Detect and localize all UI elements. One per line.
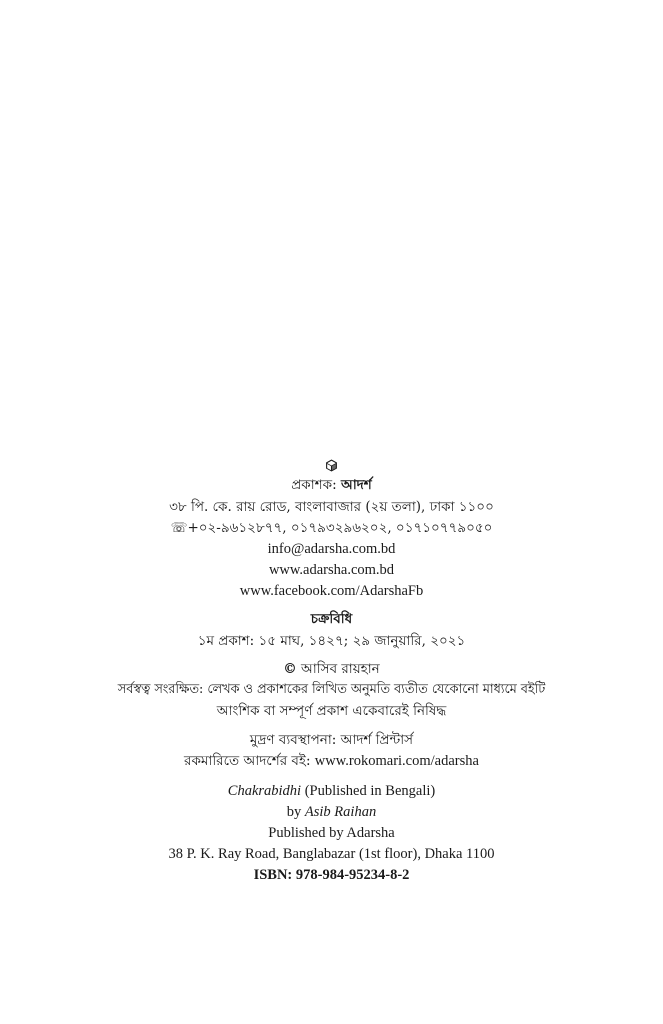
rokomari-label: রকমারিতে আদর্শের বই: (184, 753, 311, 769)
english-author-line (0, 803, 663, 821)
publisher-phones: ☏+০২-৯৬১২৮৭৭, ০১৭৯৩২৯৬২০২, ০১৭১০৭৭৯০৫০ (170, 520, 493, 536)
rights-line-1: সর্বস্বত্ব সংরক্ষিত: লেখক ও প্রকাশকের লিখিত অনুমতি ব্যতীত যেকোনো মাধ্যমে বইটি (117, 682, 546, 697)
publisher-email: info@adarsha.com.bd (267, 541, 396, 557)
book-title-bengali: চক্রবিধি (310, 611, 353, 627)
printing-management: মুদ্রণ ব্যবস্থাপনা: আদর্শ প্রিন্টার্স (249, 732, 414, 748)
copyright-holder: আসিব রায়হান (301, 661, 380, 677)
rokomari-url: www.rokomari.com/adarsha (314, 753, 479, 769)
english-address: 38 P. K. Ray Road, Banglabazar (1st floor), Dhaka 1100 (168, 846, 495, 862)
english-published-by: Published by Adarsha (268, 825, 395, 841)
english-book-title: Chakrabidhi (227, 783, 302, 799)
publisher-name: আদর্শ (340, 477, 372, 493)
publisher-website: www.adarsha.com.bd (268, 562, 395, 578)
publisher-address: ৩৮ পি. কে. রায় রোড, বাংলাবাজার (২য় তলা), ঢাকা ১১০০ (169, 499, 494, 515)
publisher-line (0, 476, 663, 494)
by-label: by (286, 804, 302, 820)
rokomari-line (0, 752, 663, 770)
english-title-suffix: (Published in Bengali) (304, 783, 436, 799)
first-edition-line: ১ম প্রকাশ: ১৫ মাঘ, ১৪২৭; ২৯ জানুয়ারি, ২০২১ (197, 633, 466, 649)
english-title-line (0, 782, 663, 800)
adarsha-cube-logo-icon (325, 459, 338, 472)
isbn-line: ISBN: 978-984-95234-8-2 (253, 867, 410, 883)
copyright-line (0, 660, 663, 678)
copyright-symbol: © (283, 661, 297, 677)
publisher-label: প্রকাশক: (291, 477, 337, 493)
publisher-facebook: www.facebook.com/AdarshaFb (239, 583, 424, 599)
english-author: Asib Raihan (304, 804, 377, 820)
rights-line-2: আংশিক বা সম্পূর্ণ প্রকাশ একেবারেই নিষিদ্ধ (216, 703, 447, 719)
